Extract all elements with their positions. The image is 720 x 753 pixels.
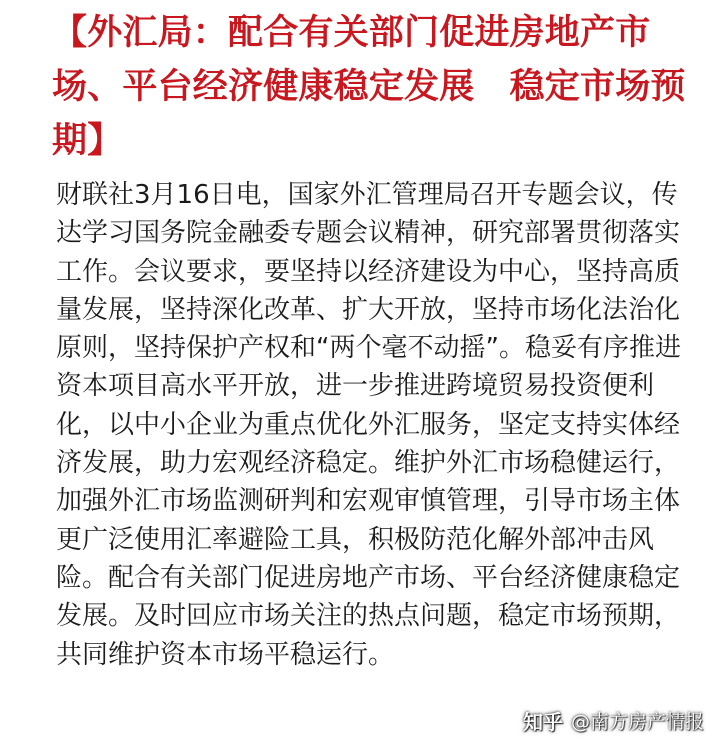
watermark-account: @南方房产情报: [570, 711, 704, 733]
article-body: 财联社3月16日电，国家外汇管理局召开专题会议，传达学习国务院金融委专题会议精神，研究部署贯彻落实工作。会议要求，要坚持以经济建设为中心，坚持高质量发展，坚持深化改革、扩大开放，坚持市场化法治化原则，坚持保护产权和“两个毫不动摇”。稳妥有序推进资本项目高水平开放，进一步推进跨境贸易投资便利化，以中小企业为重点优化外汇服务，坚定支持实体经济发展，助力宏观经济稳定。维护外汇市场稳健运行，加强外汇市场监测研判和宏观审慎管理，引导市场主体更广泛使用汇率避险工具，积极防范化解外部冲击风险。配合有关部门促进房地产市场、平台经济健康稳定发展。及时回应市场关注的热点问题，稳定市场预期，共同维护资本市场平稳运行。: [56, 180, 681, 670]
watermark-platform: 知乎: [522, 710, 563, 734]
watermark: [523, 706, 704, 735]
article-headline: 【外汇局：配合有关部门促进房地产市场、平台经济健康稳定发展 稳定市场预期】: [52, 13, 686, 161]
